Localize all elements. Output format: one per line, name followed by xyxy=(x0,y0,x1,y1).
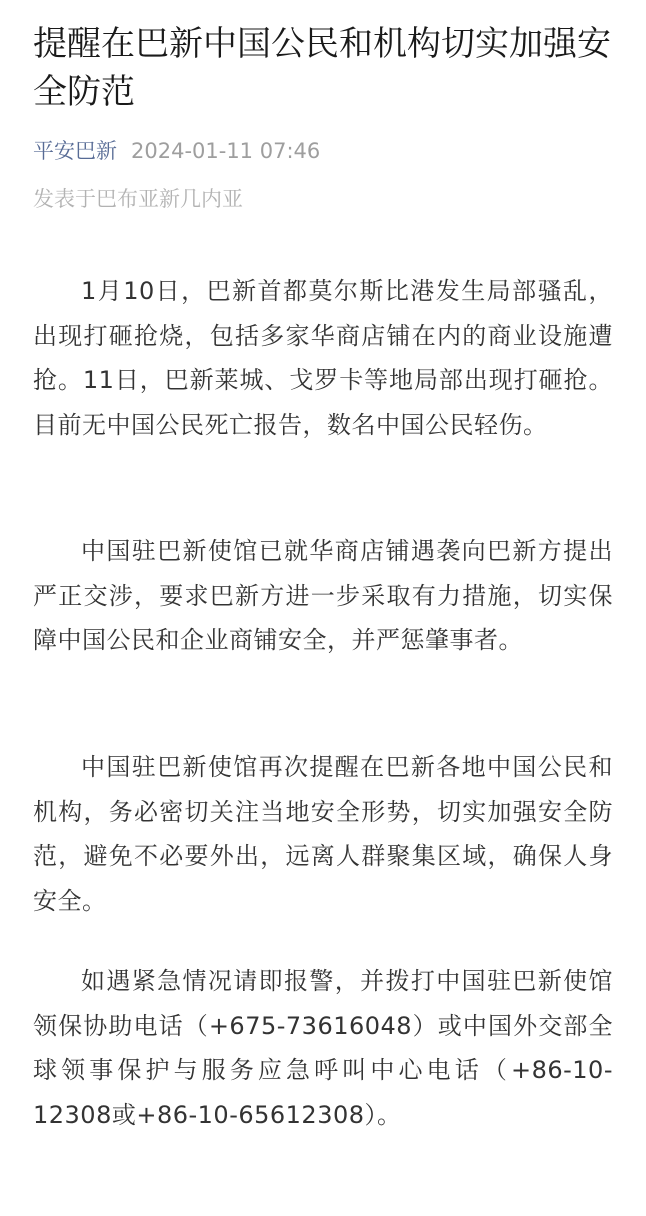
article-title: 提醒在巴新中国公民和机构切实加强安全防范 xyxy=(33,24,611,112)
publish-date: 2024-01-11 07:46 xyxy=(131,139,321,163)
article-meta xyxy=(33,135,613,167)
article-paragraph-1: 1月10日，巴新首都莫尔斯比港发生局部骚乱，出现打砸抢烧，包括多家华商店铺在内的商业设施遭抢。11日，巴新莱城、戈罗卡等地局部出现打砸抢。目前无中国公民死亡报告，数名中国公民轻伤。 xyxy=(33,277,613,439)
publish-location: 发表于巴布亚新几内亚 xyxy=(33,187,243,211)
article-paragraph-4: 如遇紧急情况请即报警，并拨打中国驻巴新使馆领保协助电话（+675-73616048）或中国外交部全球领事保护与服务应急呼叫中心电话（+86-10-12308或+86-10-65612308）。 xyxy=(33,967,613,1129)
account-name-link[interactable]: 平安巴新 xyxy=(33,139,117,163)
article-paragraph-2: 中国驻巴新使馆已就华商店铺遇袭向巴新方提出严正交涉，要求巴新方进一步采取有力措施，切实保障中国公民和企业商铺安全，并严惩肇事者。 xyxy=(33,537,613,654)
article-paragraph-3: 中国驻巴新使馆再次提醒在巴新各地中国公民和机构，务必密切关注当地安全形势，切实加强安全防范，避免不必要外出，远离人群聚集区域，确保人身安全。 xyxy=(33,753,613,915)
